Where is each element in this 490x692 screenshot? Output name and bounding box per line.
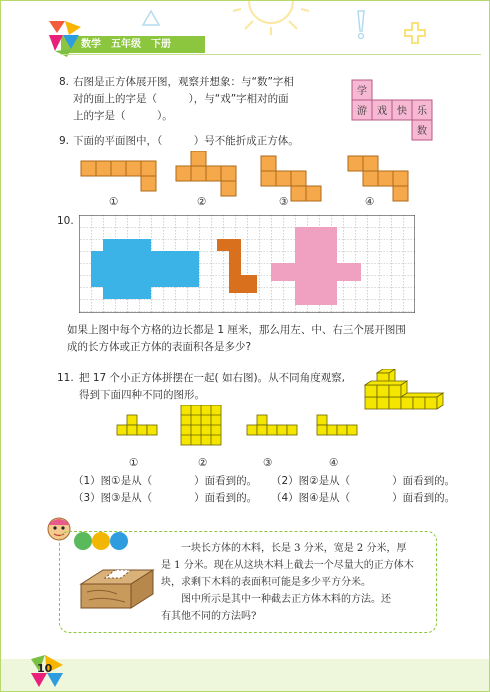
q11-view-4	[317, 415, 357, 435]
wood-block-image	[77, 564, 157, 612]
q11-line1: 把 17 个小正方体拼摆在一起( 如右图)。从不同角度观察,	[79, 372, 345, 384]
q9-net-1	[81, 161, 156, 191]
q11-label-1: ①	[129, 457, 139, 469]
logo-tangram-icon	[45, 17, 85, 57]
q11-answer-3: （3）图③是从（ ）面看到的。	[73, 492, 258, 504]
net-char-1: 学	[357, 86, 367, 97]
net-char-4: 快	[397, 106, 407, 117]
q9-net-3	[261, 156, 321, 201]
q11-label-3: ③	[263, 457, 273, 469]
exclaim-decoration-icon	[353, 9, 369, 41]
page-number: 10	[37, 662, 53, 675]
q11-view-2	[181, 405, 221, 445]
cross-decoration-icon	[403, 21, 427, 45]
q10-number: 10.	[57, 215, 74, 227]
sun-decoration-icon	[231, 1, 311, 37]
challenge-line1: 一块长方体的木料，长是 3 分米，宽是 2 分米，厚	[181, 543, 407, 554]
q8-number: 8.	[59, 76, 70, 88]
q11-answer-4: （4）图④是从（ ）面看到的。	[271, 492, 456, 504]
q9-number: 9.	[59, 135, 70, 147]
q9-net-4	[348, 156, 408, 201]
header-bar-tail	[189, 36, 213, 53]
net-char-2: 游	[357, 106, 367, 117]
q8-line3: 上的字是（ ）。	[73, 110, 173, 122]
net-char-3: 戏	[377, 106, 387, 117]
q11-line2: 得到下面四种不同的图形。	[79, 389, 205, 401]
divider-line	[61, 54, 481, 55]
q9-label-2: ②	[197, 196, 207, 208]
net-char-5: 乐	[417, 106, 427, 117]
challenge-line2: 是 1 分米。现在从这块木料上截去一个尽量大的正方体木	[161, 560, 414, 571]
triangle-decoration-icon	[141, 9, 161, 29]
footer-bar	[1, 659, 489, 691]
q11-answer-1: （1）图①是从（ ）面看到的。	[73, 475, 258, 487]
q8-line1: 右图是正方体展开图，观察并想象：与“数”字相	[73, 76, 294, 88]
challenge-line5: 有其他不同的方法吗?	[161, 611, 257, 622]
q9-net-2	[176, 151, 236, 196]
q10-grid	[79, 215, 415, 313]
challenge-line3: 块，求剩下木料的表面积可能是多少平方分米。	[161, 577, 371, 588]
q11-answer-2: （2）图②是从（ ）面看到的。	[271, 475, 456, 487]
q8-cube-net	[351, 79, 437, 143]
q11-view-3	[247, 415, 297, 435]
q10-line2: 成的长方体或正方体的表面积各是多少?	[67, 341, 252, 353]
q9-label-1: ①	[109, 196, 119, 208]
net-char-6: 数	[417, 126, 427, 137]
q11-number: 11.	[57, 372, 74, 384]
q11-cube-stack	[363, 369, 453, 413]
q10-line1: 如果上图中每个方格的边长都是 1 厘米，那么用左、中、右三个展开图围	[67, 324, 406, 336]
q11-label-4: ④	[329, 457, 339, 469]
header-title: 数学 五年级 下册	[81, 39, 171, 50]
q9-label-3: ③	[279, 196, 289, 208]
q11-view-1	[117, 415, 157, 435]
challenge-line4: 图中所示是其中一种截去正方体木料的方法。还	[181, 594, 391, 605]
q11-label-2: ②	[198, 457, 208, 469]
q9-text: 下面的平面图中，（ ）号不能折成正方体。	[73, 135, 299, 147]
q11-views	[111, 405, 361, 455]
q8-line2: 对的面上的字是（ ），与“戏”字相对的面	[73, 93, 289, 105]
q9-label-4: ④	[365, 196, 375, 208]
